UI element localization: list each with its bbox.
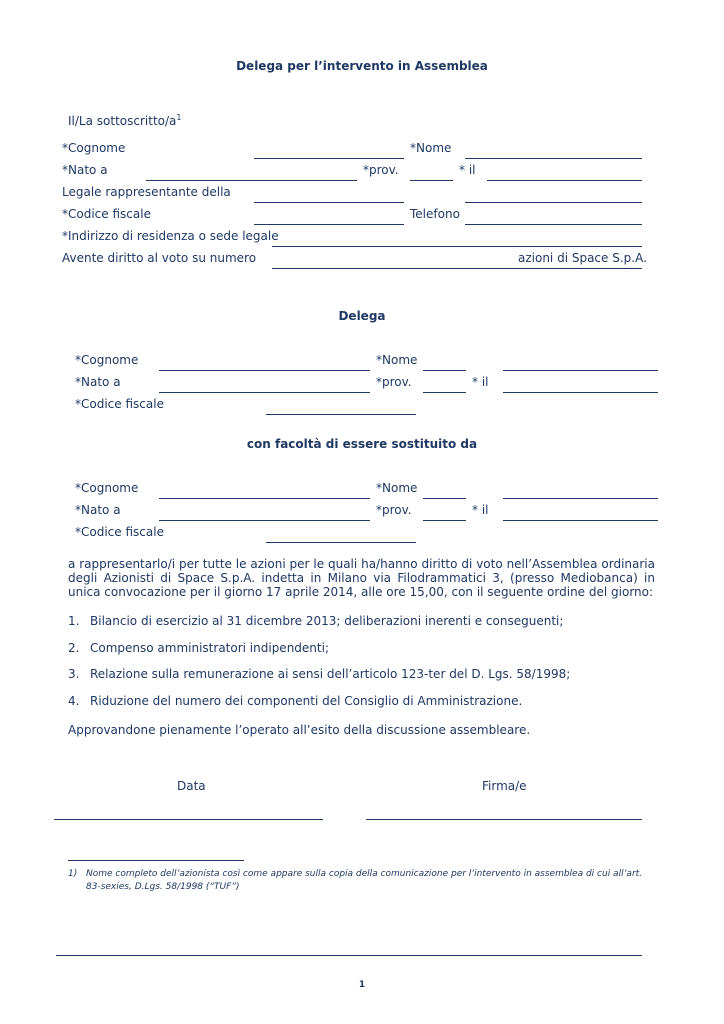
delegate-nome-label: *Nome — [376, 353, 418, 367]
substitute-nato-label: *Nato a — [75, 503, 121, 517]
substitute-cf-field[interactable] — [266, 542, 416, 543]
telefono-label: Telefono — [410, 207, 460, 221]
agenda-item — [68, 641, 329, 655]
nome-label: *Nome — [410, 141, 452, 155]
delegate-il-field[interactable] — [503, 392, 658, 393]
page-number: 1 — [358, 980, 366, 990]
agenda-item-text: Relazione sulla remunerazione ai sensi dell’articolo 123-ter del D. Lgs. 58/1998; — [90, 667, 571, 681]
delegate-cf-label: *Codice fiscale — [75, 397, 164, 411]
footnote-text: Nome completo dell’azionista così come appare sulla copia della comunicazione per l’intervento in assemblea di cui all’art. 83-sexies, D.Lgs. 58/1998 (“TUF”) — [86, 869, 643, 892]
azioni-label: azioni di Space S.p.A. — [518, 251, 647, 265]
substitute-nome-field-2[interactable] — [503, 498, 658, 499]
prov-field[interactable] — [410, 180, 453, 181]
footnote-ref: 1 — [176, 113, 182, 122]
footer-rule — [56, 955, 642, 956]
intro-label: Il/La sottoscritto/a — [68, 114, 177, 128]
legale-field-2[interactable] — [465, 202, 642, 203]
delegate-cognome-label: *Cognome — [75, 353, 139, 367]
agenda-item-number: 3. — [68, 667, 80, 681]
indirizzo-label: *Indirizzo di residenza o sede legale — [62, 229, 279, 243]
delegate-cognome-field[interactable] — [159, 370, 370, 371]
substitute-il-field[interactable] — [503, 520, 658, 521]
substitute-il-label: * il — [472, 503, 489, 517]
agenda-item — [68, 694, 522, 708]
body-text: a rappresentarlo/i per tutte le azioni per le quali ha/hanno diritto di voto nell’Assemblea ordinaria degli Azionisti di Space S.p.A. indetta in Milano via Filodrammatici 3, (presso Mediobanca) in unica convocazione per il giorno 17 aprile 2014, alle ore 15,00, con il seguente ordine del giorno: — [68, 557, 655, 599]
nome-field[interactable] — [465, 158, 642, 159]
delegate-nato-field[interactable] — [159, 392, 370, 393]
delegate-prov-label: *prov. — [376, 375, 412, 389]
firma-label: Firma/e — [482, 779, 527, 793]
agenda-item — [68, 614, 563, 628]
il-label: * il — [459, 163, 476, 177]
data-field[interactable] — [54, 819, 323, 820]
agenda-item-text: Riduzione del numero dei componenti del Consiglio di Amministrazione. — [90, 694, 523, 708]
agenda-item-number: 4. — [68, 694, 80, 708]
substitute-prov-field[interactable] — [423, 520, 466, 521]
legale-label: Legale rappresentante della — [62, 185, 231, 199]
footnote-number: 1) — [68, 869, 78, 879]
cf-field[interactable] — [254, 224, 404, 225]
substitute-cognome-field[interactable] — [159, 498, 370, 499]
substitute-heading: con facoltà di essere sostituito da — [246, 437, 478, 451]
cognome-field[interactable] — [254, 158, 404, 159]
delegate-prov-field[interactable] — [423, 392, 466, 393]
footnote-separator — [68, 860, 244, 861]
delegate-cf-field[interactable] — [266, 414, 416, 415]
nato-label: *Nato a — [62, 163, 108, 177]
delega-heading: Delega — [338, 309, 386, 323]
delegate-nome-field-2[interactable] — [503, 370, 658, 371]
delegate-il-label: * il — [472, 375, 489, 389]
substitute-nome-label: *Nome — [376, 481, 418, 495]
agenda-item-number: 1. — [68, 614, 80, 628]
agenda-item-number: 2. — [68, 641, 80, 655]
approval-text: Approvandone pienamente l’operato all’esito della discussione assembleare. — [68, 723, 531, 737]
delegate-nome-field[interactable] — [423, 370, 466, 371]
nato-field[interactable] — [146, 180, 357, 181]
delegate-nato-label: *Nato a — [75, 375, 121, 389]
il-field[interactable] — [487, 180, 642, 181]
agenda-item — [68, 667, 570, 681]
telefono-field[interactable] — [465, 224, 642, 225]
cognome-label: *Cognome — [62, 141, 126, 155]
prov-label: *prov. — [363, 163, 399, 177]
legale-field[interactable] — [254, 202, 404, 203]
substitute-cf-label: *Codice fiscale — [75, 525, 164, 539]
indirizzo-field[interactable] — [272, 246, 642, 247]
substitute-cognome-label: *Cognome — [75, 481, 139, 495]
azioni-field[interactable] — [272, 268, 642, 269]
intro-text — [68, 111, 181, 128]
agenda-item-text: Compenso amministratori indipendenti; — [90, 641, 329, 655]
agenda-item-text: Bilancio di esercizio al 31 dicembre 2013; deliberazioni inerenti e conseguenti; — [90, 614, 564, 628]
footnote — [68, 868, 654, 894]
avente-label: Avente diritto al voto su numero — [62, 251, 257, 265]
firma-field[interactable] — [366, 819, 642, 820]
cf-label: *Codice fiscale — [62, 207, 151, 221]
substitute-prov-label: *prov. — [376, 503, 412, 517]
substitute-nato-field[interactable] — [159, 520, 370, 521]
data-label: Data — [177, 779, 206, 793]
page-title: Delega per l’intervento in Assemblea — [236, 59, 488, 73]
substitute-nome-field[interactable] — [423, 498, 466, 499]
